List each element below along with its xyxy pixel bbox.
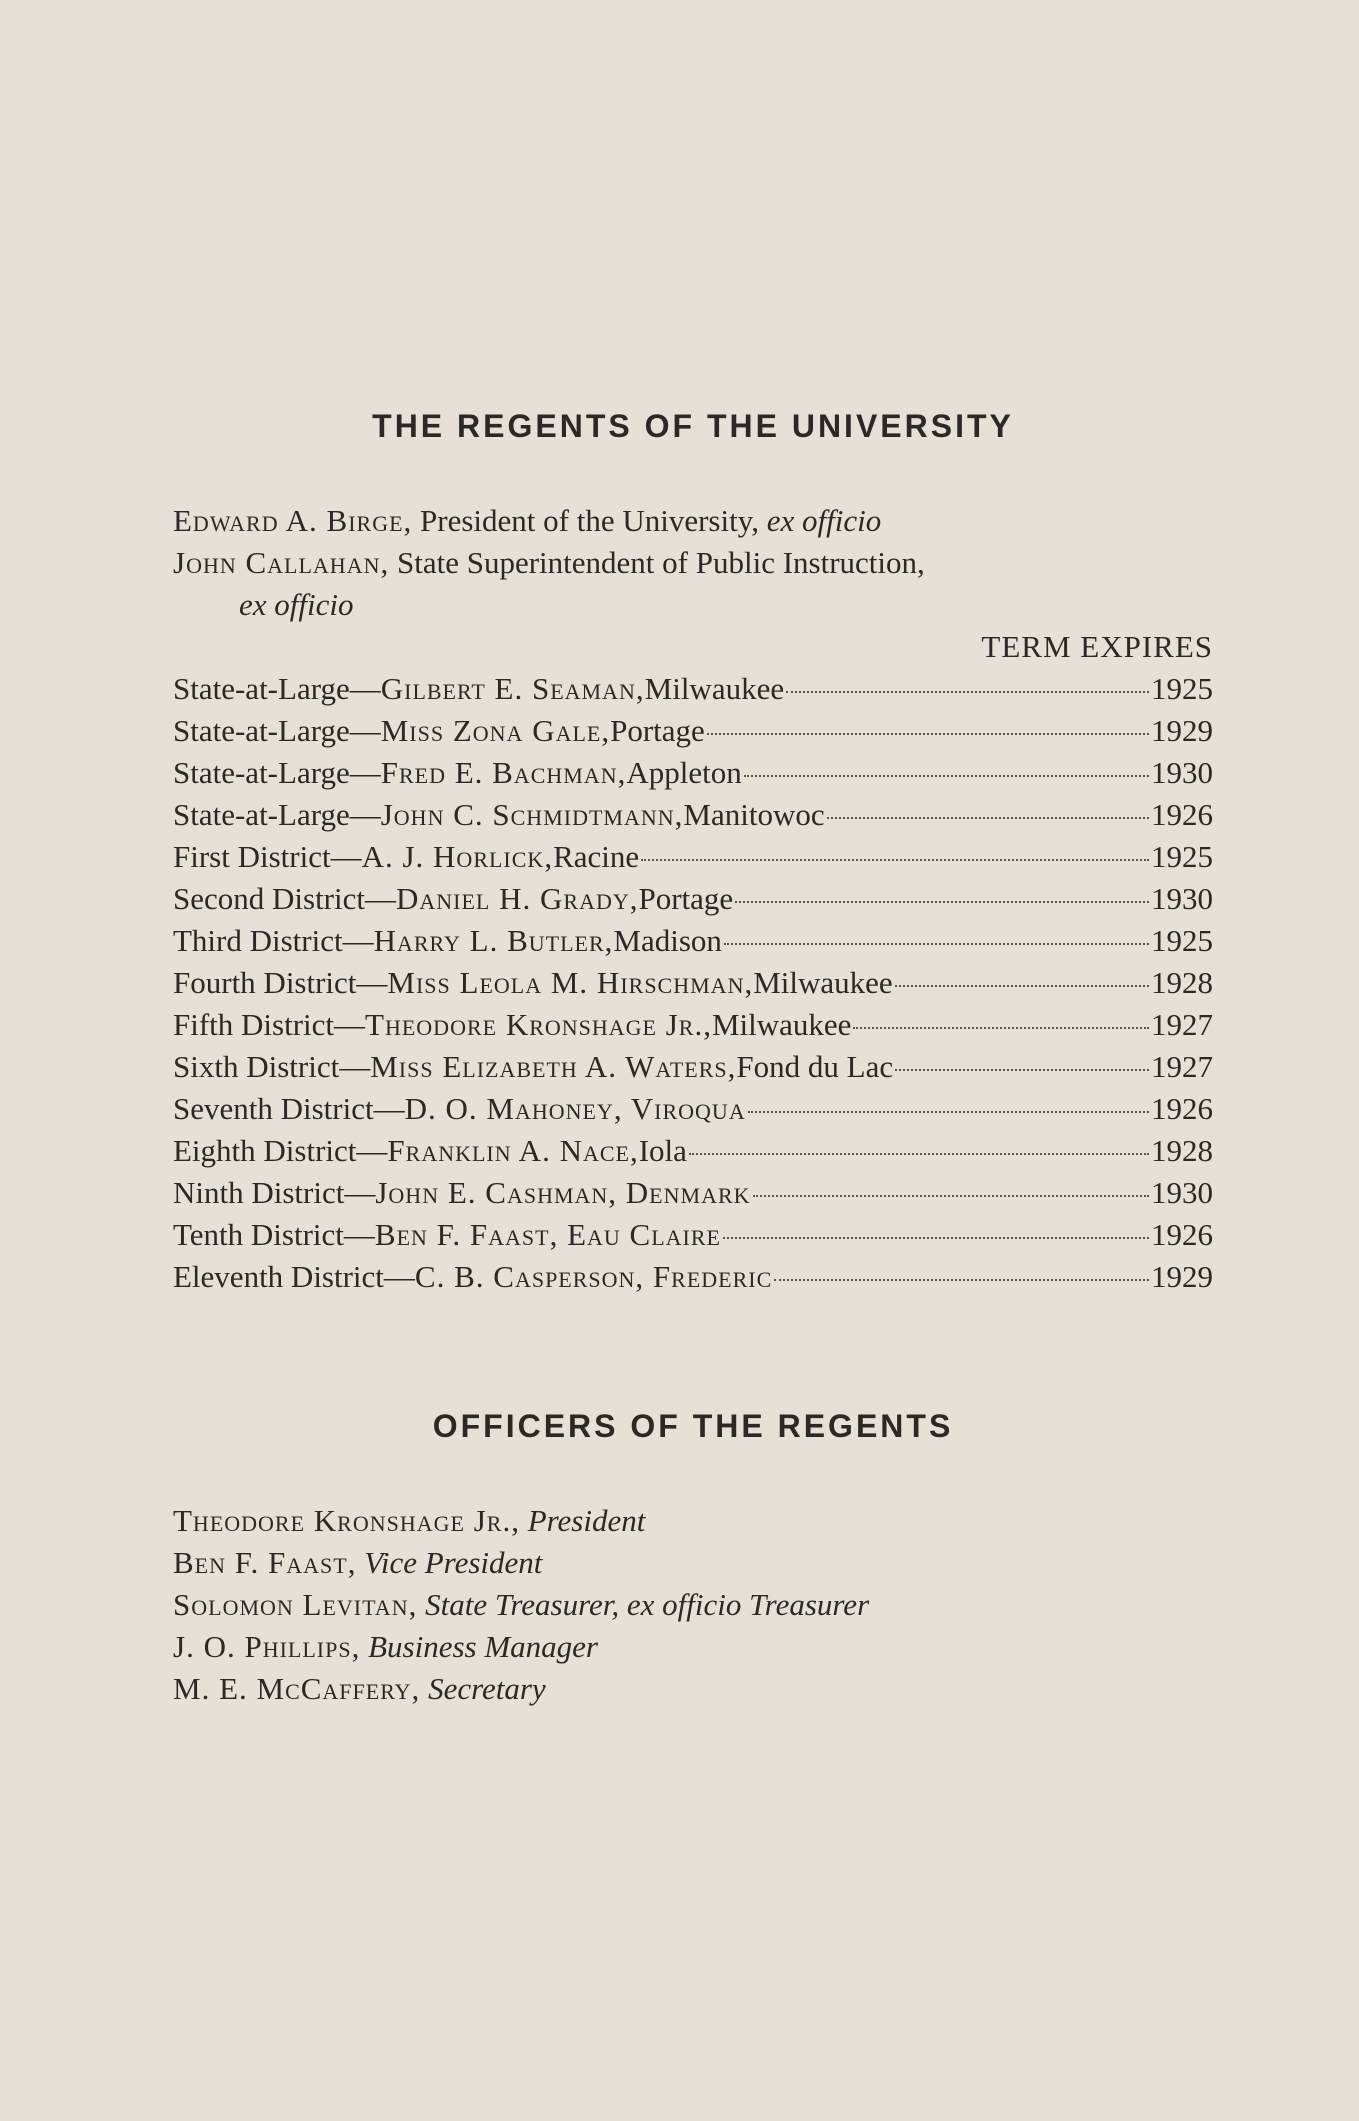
regent-place: Manitowoc xyxy=(683,797,825,832)
dot-leader xyxy=(744,775,1149,777)
dot-leader xyxy=(827,817,1149,819)
regent-place: Iola xyxy=(638,1133,687,1168)
member-note: ex officio xyxy=(239,587,354,622)
district-label: Eleventh District— xyxy=(173,1259,415,1294)
term-year: 1930 xyxy=(1151,881,1213,916)
officer-row xyxy=(173,1500,1213,1542)
officer-name: Ben F. Faast, xyxy=(173,1545,357,1580)
ex-officio-block xyxy=(173,500,1213,668)
regent-name: Miss Leola M. Hirschman, xyxy=(387,965,754,1000)
district-label: Second District— xyxy=(173,881,396,916)
term-year: 1925 xyxy=(1151,671,1213,706)
dot-leader xyxy=(895,985,1149,987)
regent-name: Ben F. Faast, Eau Claire xyxy=(374,1217,721,1252)
regent-place: Milwaukee xyxy=(711,1007,852,1042)
officer-name: Solomon Levitan, xyxy=(173,1587,418,1622)
district-label: Fifth District— xyxy=(173,1007,366,1042)
district-label: State-at-Large— xyxy=(173,713,381,748)
regent-row xyxy=(173,668,1213,710)
district-label: State-at-Large— xyxy=(173,755,381,790)
officer-title: President xyxy=(519,1503,646,1538)
officer-row xyxy=(173,1626,1213,1668)
officer-row xyxy=(173,1542,1213,1584)
term-year: 1928 xyxy=(1151,965,1213,1000)
regent-row xyxy=(173,1256,1213,1298)
district-label: State-at-Large— xyxy=(173,797,381,832)
dot-leader xyxy=(853,1027,1149,1029)
officer-title: State Treasurer, ex officio Treasurer xyxy=(417,1587,870,1622)
regent-row xyxy=(173,794,1213,836)
regent-name: Miss Elizabeth A. Waters, xyxy=(370,1049,737,1084)
ex-officio-entry xyxy=(173,542,1213,584)
officer-name: Theodore Kronshage Jr., xyxy=(173,1503,520,1538)
dot-leader xyxy=(707,733,1149,735)
officer-title: Vice President xyxy=(356,1545,543,1580)
regent-row xyxy=(173,1088,1213,1130)
officer-name: M. E. McCaffery, xyxy=(173,1671,421,1706)
regent-name: Gilbert E. Seaman, xyxy=(380,671,645,706)
district-label: Seventh District— xyxy=(173,1091,405,1126)
officer-title: Business Manager xyxy=(360,1629,598,1664)
regent-row xyxy=(173,1214,1213,1256)
regent-place: Portage xyxy=(610,713,705,748)
term-year: 1929 xyxy=(1151,1259,1213,1294)
regent-name: Franklin A. Nace, xyxy=(387,1133,639,1168)
district-label: Eighth District— xyxy=(173,1133,388,1168)
member-role: State Superintendent of Public Instruction, xyxy=(389,545,925,580)
dot-leader xyxy=(724,943,1149,945)
regent-name: Harry L. Butler, xyxy=(373,923,614,958)
district-label: State-at-Large— xyxy=(173,671,381,706)
regent-row xyxy=(173,962,1213,1004)
regent-row xyxy=(173,920,1213,962)
dot-leader xyxy=(735,901,1149,903)
term-year: 1930 xyxy=(1151,755,1213,790)
regent-row xyxy=(173,752,1213,794)
regent-row xyxy=(173,1172,1213,1214)
officers-list xyxy=(173,1500,1213,1710)
regent-name: A. J. Horlick, xyxy=(361,839,554,874)
officer-row xyxy=(173,1584,1213,1626)
officer-title: Secretary xyxy=(420,1671,546,1706)
district-label: First District— xyxy=(173,839,362,874)
regent-name: Miss Zona Gale, xyxy=(380,713,611,748)
regent-name: Daniel H. Grady, xyxy=(396,881,639,916)
term-expires-header: TERM EXPIRES xyxy=(981,629,1213,664)
district-label: Sixth District— xyxy=(173,1049,371,1084)
regents-heading: THE REGENTS OF THE UNIVERSITY xyxy=(372,408,1014,444)
regent-row xyxy=(173,1046,1213,1088)
regent-row xyxy=(173,878,1213,920)
term-year: 1926 xyxy=(1151,797,1213,832)
regent-name: D. O. Mahoney, Viroqua xyxy=(404,1091,746,1126)
district-label: Fourth District— xyxy=(173,965,388,1000)
officer-name: J. O. Phillips, xyxy=(173,1629,361,1664)
dot-leader xyxy=(786,691,1149,693)
district-label: Tenth District— xyxy=(173,1217,375,1252)
regent-name: John C. Schmidtmann, xyxy=(380,797,684,832)
term-year: 1925 xyxy=(1151,923,1213,958)
regent-place: Fond du Lac xyxy=(736,1049,894,1084)
regent-place: Milwaukee xyxy=(753,965,893,1000)
member-name: Edward A. Birge, xyxy=(173,503,413,538)
regent-row xyxy=(173,710,1213,752)
regent-place: Appleton xyxy=(626,755,742,790)
district-label: Third District— xyxy=(173,923,374,958)
district-label: Ninth District— xyxy=(173,1175,376,1210)
officer-row xyxy=(173,1668,1213,1710)
dot-leader xyxy=(895,1069,1149,1071)
regent-row xyxy=(173,1004,1213,1046)
dot-leader xyxy=(774,1279,1149,1281)
regent-row xyxy=(173,836,1213,878)
ex-officio-continuation xyxy=(173,584,1213,626)
regent-name: Fred E. Bachman, xyxy=(380,755,627,790)
term-year: 1930 xyxy=(1151,1175,1213,1210)
regent-place: Madison xyxy=(613,923,722,958)
member-note: ex officio xyxy=(766,503,882,538)
dot-leader xyxy=(748,1111,1149,1113)
regent-row xyxy=(173,1130,1213,1172)
regent-name: Theodore Kronshage Jr., xyxy=(365,1007,712,1042)
member-name: John Callahan, xyxy=(173,545,390,580)
officers-heading: OFFICERS OF THE REGENTS xyxy=(432,1408,954,1444)
regent-name: C. B. Casperson, Frederic xyxy=(414,1259,773,1294)
dot-leader xyxy=(689,1153,1149,1155)
ex-officio-entry xyxy=(173,500,1213,542)
dot-leader xyxy=(641,859,1149,861)
term-year: 1929 xyxy=(1151,713,1213,748)
term-year: 1927 xyxy=(1151,1007,1213,1042)
regent-place: Milwaukee xyxy=(644,671,785,706)
dot-leader xyxy=(723,1237,1149,1239)
dot-leader xyxy=(753,1195,1149,1197)
regent-place: Portage xyxy=(638,881,734,916)
term-year: 1925 xyxy=(1151,839,1213,874)
term-year: 1926 xyxy=(1151,1091,1213,1126)
term-year: 1927 xyxy=(1151,1049,1213,1084)
term-year: 1928 xyxy=(1151,1133,1213,1168)
regent-place: Racine xyxy=(553,839,640,874)
regents-list xyxy=(173,668,1213,1298)
term-year: 1926 xyxy=(1151,1217,1213,1252)
member-role: President of the University, xyxy=(412,503,759,538)
regent-name: John E. Cashman, Denmark xyxy=(375,1175,751,1210)
